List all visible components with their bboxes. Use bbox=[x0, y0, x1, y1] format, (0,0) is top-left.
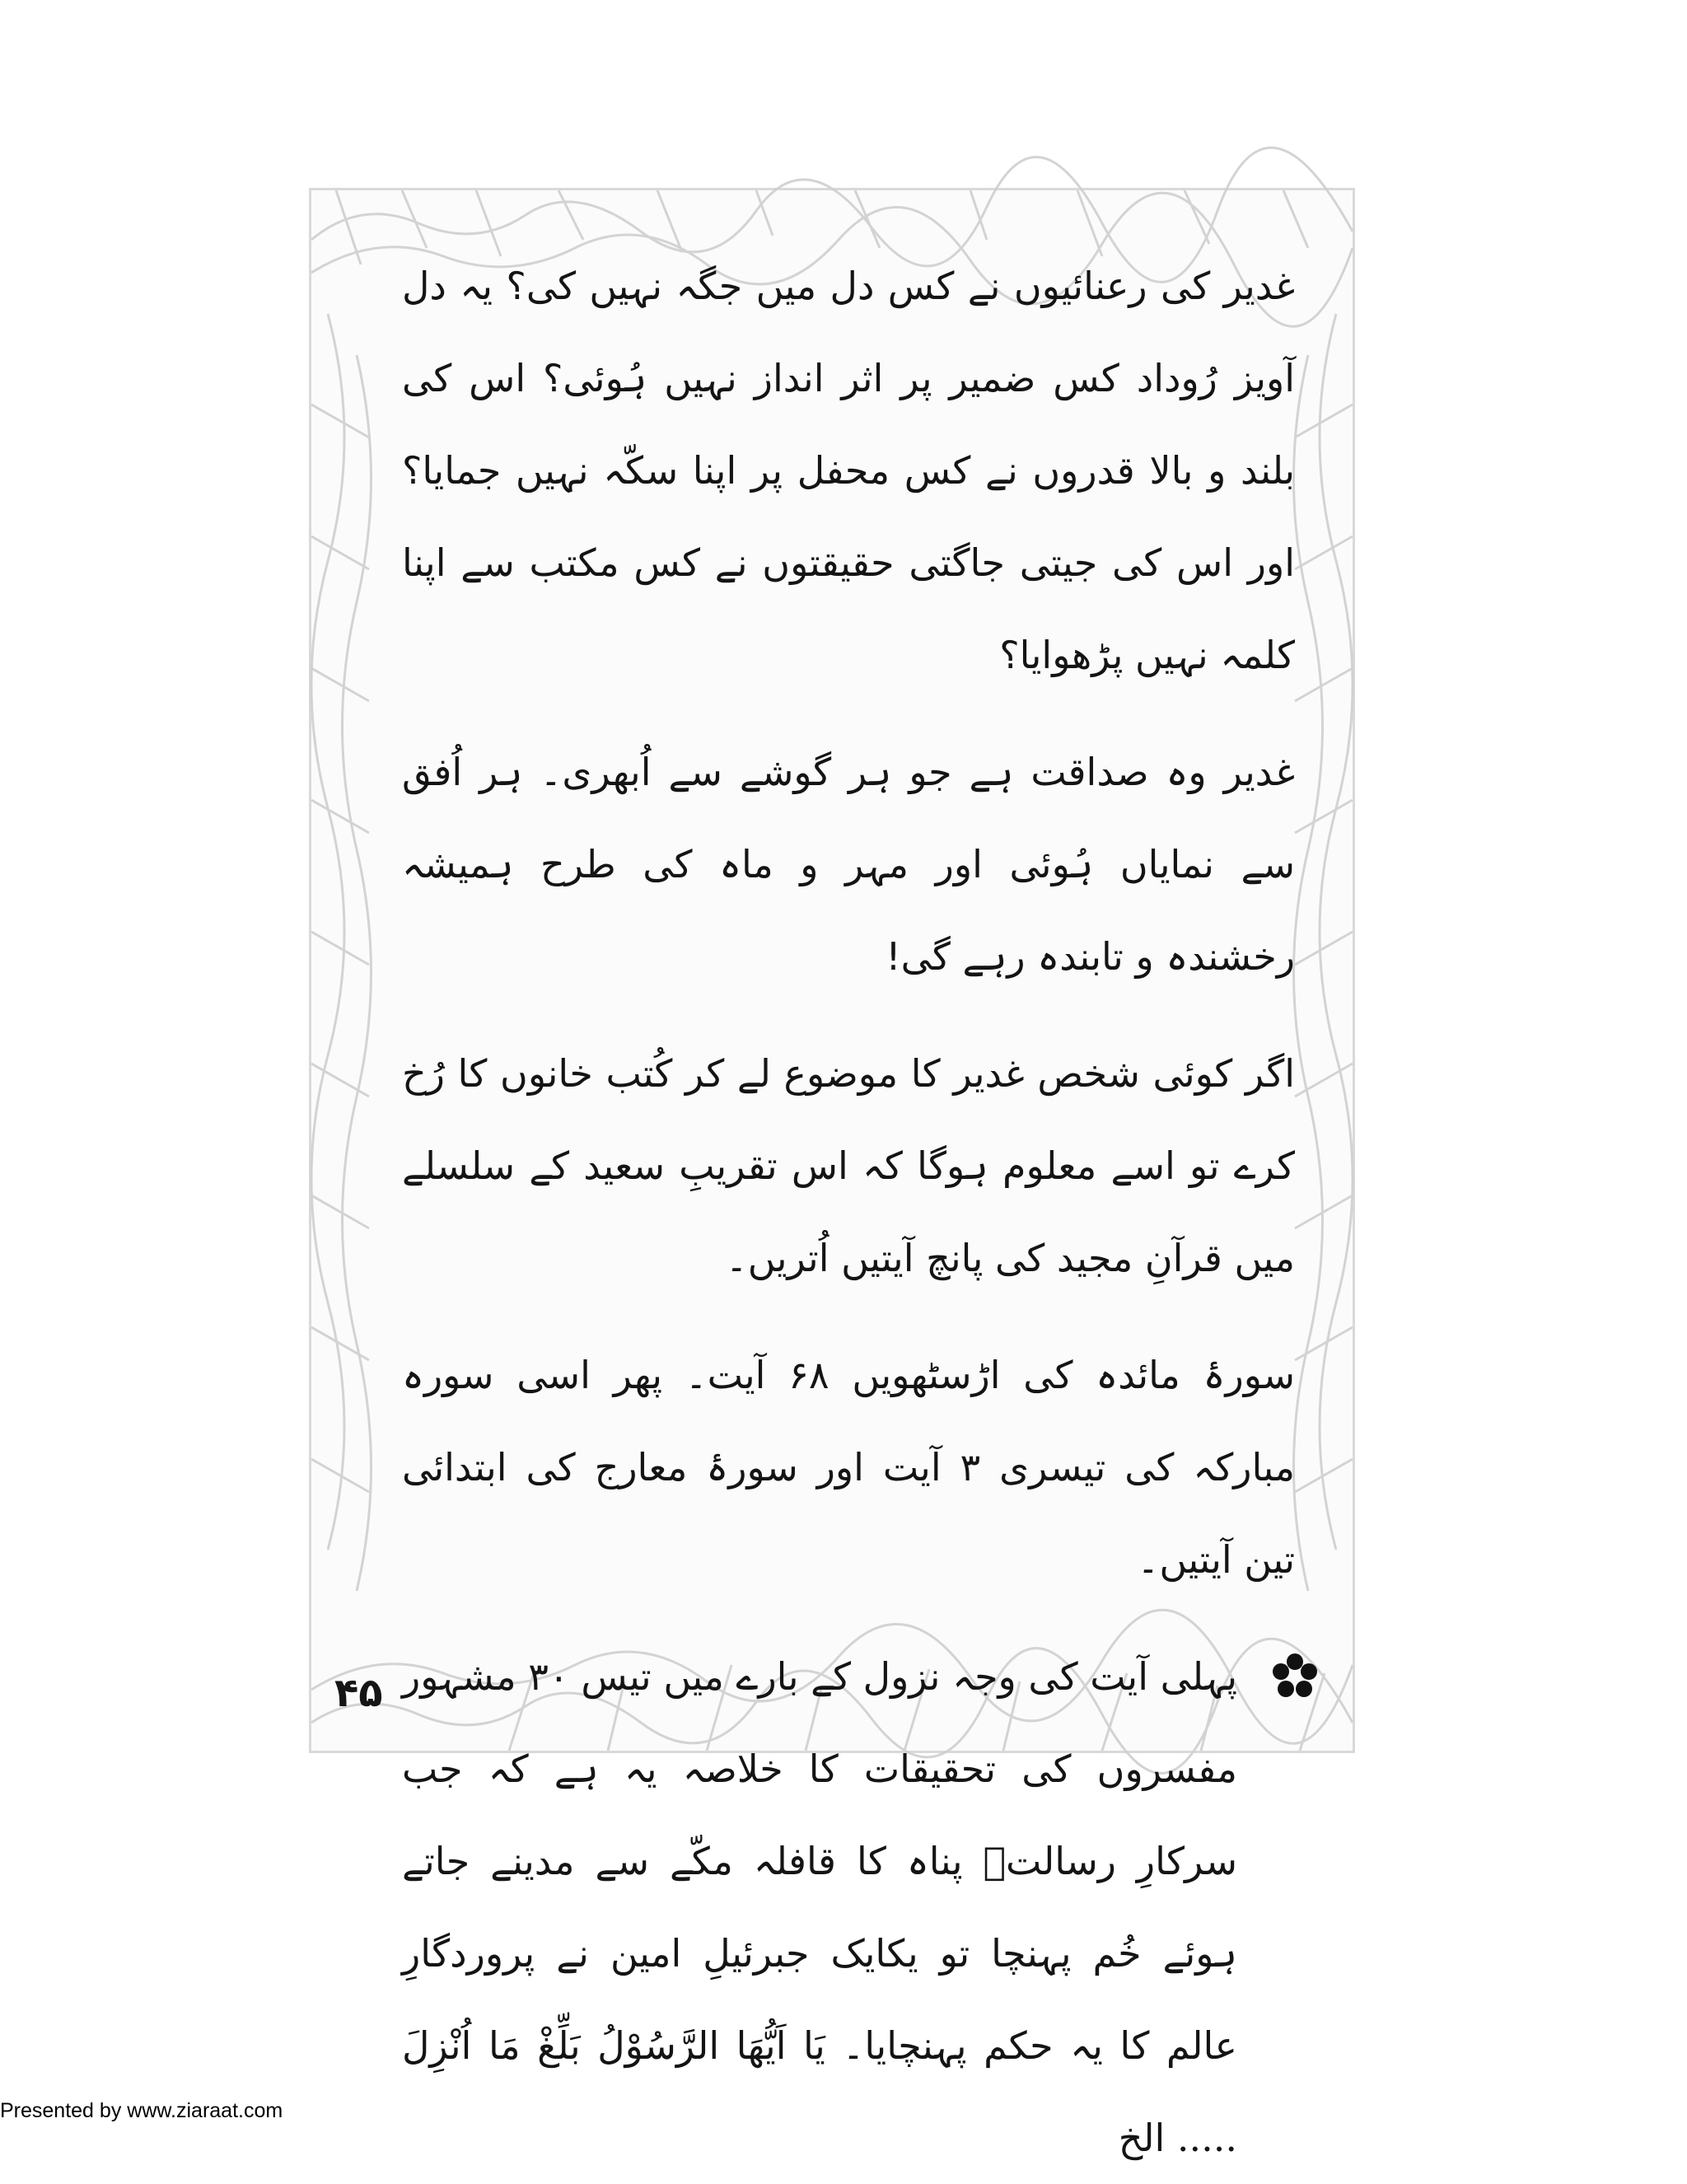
footer-credit: Presented by www.ziaraat.com bbox=[0, 2099, 283, 2122]
paragraph-2: غدیر وہ صداقت ہے جو ہر گوشے سے اُبھری۔ ہر اُفق سے نمایاں ہُوئی اور مہر و ماہ کی طرح ہمیشہ رخشندہ و تابندہ رہے گی! bbox=[402, 750, 1295, 979]
paragraph-1: غدیر کی رعنائیوں نے کس دل میں جگہ نہیں کی؟ یہ دل آویز رُوداد کس ضمیر پر اثر انداز نہیں ہُوئی؟ اس کی بلند و بالا قدروں نے کس محفل پر اپنا سکّہ نہیں جمایا؟ اور اس کی جیتی جاگتی حقیقتوں نے کس مکتب سے اپنا کلمہ نہیں پڑھوایا؟ bbox=[402, 264, 1295, 677]
bullet-paragraph-text: پہلی آیت کی وجہ نزول کے بارے میں تیس ۳۰ مشہور مفسروں کی تحقیقات کا خلاصہ یہ ہے کہ جب سرکارِ رسالتؐ پناہ کا قافلہ مکّے سے مدینے جاتے ہوئے خُم پہنچا تو یکایک جبرئیلِ امین نے پروردگارِ عالم کا یہ حکم پہنچایا۔ bbox=[402, 1654, 1237, 2068]
book-page bbox=[309, 188, 1355, 2160]
quranic-verse: یَا اَیُّھَا الرَّسُوْلُ بَلِّغْ مَا اُنْزِلَ ..... الخ bbox=[402, 2023, 1237, 2160]
paragraph-3: اگر کوئی شخص غدیر کا موضوع لے کر کُتب خانوں کا رُخ کرے تو اسے معلوم ہوگا کہ اس تقریبِ سعید کے سلسلے میں قرآنِ مجید کی پانچ آیتیں اُتریں۔ bbox=[402, 1051, 1295, 1280]
page-text bbox=[402, 240, 1295, 2184]
paragraph-4: سورۂ مائدہ کی اڑسٹھویں ۶۸ آیت۔ پھر اسی سورہ مبارکہ کی تیسری ۳ آیت اور سورۂ معارج کی ابتدائی تین آیتیں۔ bbox=[402, 1353, 1296, 1582]
page-number: ۴۵ bbox=[334, 1670, 383, 1716]
flower-bullet-icon bbox=[1270, 1652, 1320, 1701]
bullet-paragraph bbox=[402, 1630, 1295, 2184]
